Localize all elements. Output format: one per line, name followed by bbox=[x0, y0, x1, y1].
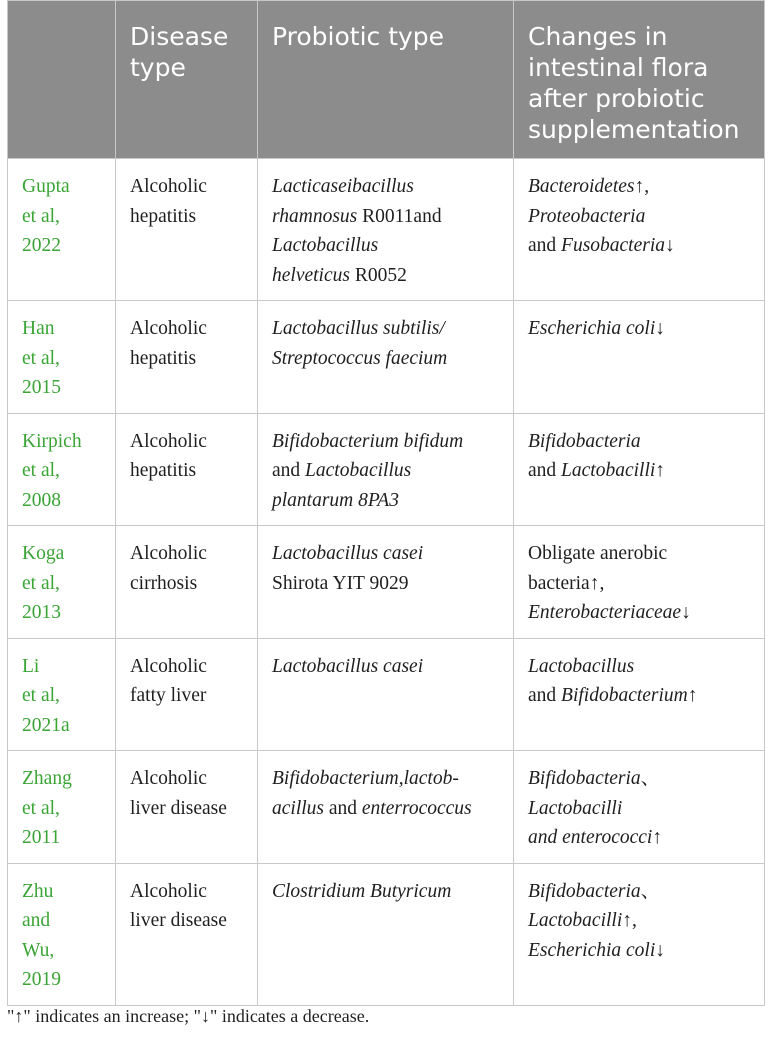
header-probiotic-type: Probiotic type bbox=[258, 1, 514, 159]
probiotic-type-cell bbox=[258, 863, 514, 1005]
changes-line bbox=[528, 456, 750, 486]
changes-line bbox=[528, 427, 750, 457]
text-segment: Lactobacillus casei bbox=[272, 655, 424, 677]
text-segment: and bbox=[528, 460, 562, 481]
changes-line bbox=[528, 906, 750, 936]
reference-cell bbox=[8, 159, 116, 301]
probiotic-type-cell bbox=[258, 301, 514, 414]
text-segment: Bifidobacteria bbox=[528, 880, 641, 902]
table-row bbox=[8, 159, 765, 301]
text-segment: Lactobacilli bbox=[528, 910, 623, 931]
header-reference bbox=[8, 1, 116, 159]
disease-line: cirrhosis bbox=[130, 572, 198, 594]
probiotic-line bbox=[272, 764, 499, 794]
text-segment: ↑ bbox=[687, 685, 698, 706]
text-segment: ↓ bbox=[655, 318, 666, 339]
reference-line: Koga bbox=[22, 543, 65, 564]
reference-line: et al, bbox=[22, 797, 60, 819]
header-disease-type: Disease type bbox=[116, 1, 258, 159]
text-segment: Lacticaseibacillus bbox=[272, 176, 414, 197]
text-segment: Bifidobacterium bifidum bbox=[272, 430, 464, 452]
text-segment: Enterobacteriaceae bbox=[528, 602, 682, 623]
probiotic-line bbox=[272, 427, 499, 457]
changes-line bbox=[528, 172, 750, 202]
reference-line: 2021a bbox=[22, 714, 70, 736]
text-segment: Lactobacillus bbox=[272, 235, 379, 256]
reference-line: 2013 bbox=[22, 602, 61, 623]
probiotic-line bbox=[272, 261, 499, 291]
flora-changes-cell bbox=[514, 159, 765, 301]
changes-line bbox=[528, 569, 750, 599]
probiotic-line bbox=[272, 652, 499, 682]
flora-changes-cell bbox=[514, 751, 765, 864]
text-segment: Escherichia coli bbox=[528, 939, 656, 961]
reference-line: 2015 bbox=[22, 377, 61, 398]
disease-line: hepatitis bbox=[130, 205, 197, 227]
probiotic-table bbox=[7, 0, 765, 1006]
changes-line bbox=[528, 936, 750, 966]
reference-line: et al, bbox=[22, 685, 60, 706]
changes-line bbox=[528, 764, 750, 794]
changes-line bbox=[528, 202, 750, 232]
disease-line: Alcoholic bbox=[130, 318, 207, 339]
table-body bbox=[8, 159, 765, 1006]
text-segment: ↑ bbox=[655, 460, 666, 481]
disease-line: Alcoholic bbox=[130, 176, 207, 197]
text-segment: Fusobacteria bbox=[561, 235, 666, 256]
text-segment: Lactobacilli bbox=[528, 797, 623, 819]
text-segment: Escherichia coli bbox=[528, 318, 656, 339]
text-segment: Clostridium Butyricum bbox=[272, 880, 452, 902]
changes-line bbox=[528, 314, 750, 344]
text-segment: acillus bbox=[272, 797, 324, 819]
reference-line: 2011 bbox=[22, 827, 61, 848]
reference-line: Wu, bbox=[22, 939, 55, 961]
probiotic-type-cell bbox=[258, 413, 514, 526]
reference-line: et al, bbox=[22, 460, 60, 481]
reference-line: Gupta bbox=[22, 176, 70, 197]
disease-type-cell bbox=[116, 751, 258, 864]
text-segment: and bbox=[528, 235, 562, 256]
changes-line bbox=[528, 794, 750, 824]
text-segment: Streptococcus faecium bbox=[272, 347, 448, 369]
changes-line bbox=[528, 231, 750, 261]
text-segment: ↑, bbox=[634, 176, 650, 197]
disease-line: hepatitis bbox=[130, 347, 197, 369]
flora-changes-cell bbox=[514, 301, 765, 414]
text-segment: ↓ bbox=[681, 602, 691, 623]
disease-type-cell bbox=[116, 159, 258, 301]
probiotic-line bbox=[272, 877, 499, 907]
disease-line: hepatitis bbox=[130, 460, 197, 481]
text-segment: enterrococcus bbox=[361, 797, 472, 819]
disease-line: Alcoholic bbox=[130, 880, 207, 902]
changes-line bbox=[528, 652, 750, 682]
reference-cell bbox=[8, 751, 116, 864]
table-row bbox=[8, 301, 765, 414]
reference-line: et al, bbox=[22, 347, 60, 369]
text-segment: Bifidobacteria bbox=[528, 768, 641, 789]
reference-cell bbox=[8, 301, 116, 414]
table-row bbox=[8, 526, 765, 639]
text-segment: Shirota YIT 9029 bbox=[272, 572, 409, 594]
text-segment: and enterococci bbox=[528, 827, 653, 848]
probiotic-type-cell bbox=[258, 751, 514, 864]
changes-line bbox=[528, 823, 750, 853]
text-segment: Lactobacillus casei bbox=[272, 543, 424, 564]
text-segment: and bbox=[324, 797, 362, 819]
text-segment: and bbox=[528, 685, 562, 706]
disease-type-cell bbox=[116, 863, 258, 1005]
flora-changes-cell bbox=[514, 638, 765, 751]
text-segment: Lactobacillus bbox=[305, 460, 412, 481]
reference-line: and bbox=[22, 910, 51, 931]
probiotic-line bbox=[272, 456, 499, 486]
disease-type-cell bbox=[116, 526, 258, 639]
probiotic-type-cell bbox=[258, 638, 514, 751]
reference-cell bbox=[8, 413, 116, 526]
probiotic-line bbox=[272, 314, 499, 344]
text-segment: R0011and bbox=[357, 205, 442, 227]
changes-line bbox=[528, 539, 750, 569]
reference-line: Zhu bbox=[22, 880, 54, 902]
text-segment: ↑ bbox=[652, 827, 663, 848]
reference-line: Li bbox=[22, 655, 40, 677]
flora-changes-cell bbox=[514, 413, 765, 526]
text-segment: Bacteroidetes bbox=[528, 176, 635, 197]
table-row bbox=[8, 751, 765, 864]
text-segment: Bifidobacteria bbox=[528, 430, 641, 452]
text-segment: R0052 bbox=[349, 264, 407, 286]
changes-line bbox=[528, 598, 750, 628]
probiotic-line bbox=[272, 344, 499, 374]
reference-cell bbox=[8, 526, 116, 639]
text-segment: Lactobacillus subtilis/ bbox=[272, 318, 445, 339]
reference-line: Kirpich bbox=[22, 430, 82, 452]
text-segment: ↑, bbox=[622, 910, 637, 931]
reference-line: 2022 bbox=[22, 235, 61, 256]
probiotic-line bbox=[272, 172, 499, 202]
text-segment: Lactobacilli bbox=[561, 460, 656, 481]
reference-line: 2019 bbox=[22, 969, 61, 990]
text-segment: Bifidobacterium,lactob- bbox=[272, 768, 459, 789]
probiotic-line bbox=[272, 794, 499, 824]
reference-cell bbox=[8, 863, 116, 1005]
text-segment: helveticus bbox=[272, 264, 350, 286]
disease-line: Alcoholic bbox=[130, 543, 207, 564]
probiotic-line bbox=[272, 202, 499, 232]
reference-line: et al, bbox=[22, 205, 60, 227]
text-segment: and bbox=[272, 460, 306, 481]
text-segment: ↓ bbox=[665, 235, 675, 256]
disease-type-cell bbox=[116, 638, 258, 751]
probiotic-line bbox=[272, 486, 499, 516]
probiotic-line bbox=[272, 539, 499, 569]
disease-line: liver disease bbox=[130, 910, 227, 931]
reference-line: 2008 bbox=[22, 489, 61, 511]
disease-line: fatty liver bbox=[130, 685, 207, 706]
disease-type-cell bbox=[116, 413, 258, 526]
table-row bbox=[8, 863, 765, 1005]
changes-line bbox=[528, 877, 750, 907]
table-footnote: "↑" indicates an increase; "↓" indicates a decrease. bbox=[7, 1006, 370, 1026]
flora-changes-cell bbox=[514, 863, 765, 1005]
header-row bbox=[8, 1, 765, 159]
disease-line: Alcoholic bbox=[130, 768, 207, 789]
text-segment: 、 bbox=[640, 768, 661, 789]
text-segment: Proteobacteria bbox=[528, 205, 646, 227]
text-segment: rhamnosus bbox=[272, 205, 358, 227]
text-segment: bacteria↑, bbox=[528, 572, 605, 594]
table-row bbox=[8, 413, 765, 526]
reference-line: Zhang bbox=[22, 768, 72, 789]
changes-line bbox=[528, 681, 750, 711]
text-segment: ↓ bbox=[655, 939, 666, 961]
reference-cell bbox=[8, 638, 116, 751]
probiotic-type-cell bbox=[258, 526, 514, 639]
text-segment: Lactobacillus bbox=[528, 655, 635, 677]
reference-line: Han bbox=[22, 318, 55, 339]
reference-line: et al, bbox=[22, 572, 60, 594]
disease-line: Alcoholic bbox=[130, 655, 207, 677]
header-flora-changes: Changes in intestinal flora after probiotic supplementation bbox=[514, 1, 765, 159]
text-segment: Bifidobacterium bbox=[561, 685, 688, 706]
text-segment: plantarum 8PA3 bbox=[272, 489, 399, 511]
text-segment: 、 bbox=[640, 880, 661, 902]
disease-line: liver disease bbox=[130, 797, 227, 819]
table-row bbox=[8, 638, 765, 751]
text-segment: Obligate anerobic bbox=[528, 543, 668, 564]
flora-changes-cell bbox=[514, 526, 765, 639]
disease-type-cell bbox=[116, 301, 258, 414]
probiotic-type-cell bbox=[258, 159, 514, 301]
disease-line: Alcoholic bbox=[130, 430, 207, 452]
probiotic-line bbox=[272, 231, 499, 261]
probiotic-line bbox=[272, 569, 499, 599]
